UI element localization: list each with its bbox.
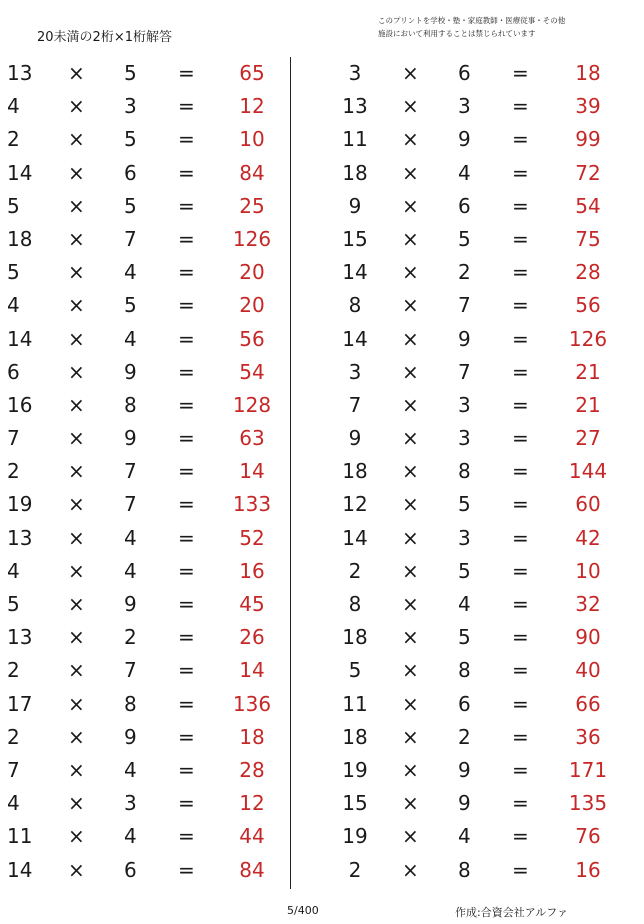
answer: 20 [239,293,265,318]
multiplier: 6 [458,61,471,85]
equals-sign: = [512,61,529,85]
times-sign: × [68,857,85,882]
multiplicand: 13 [7,525,33,550]
multiplier: 4 [124,824,137,849]
equals-sign: = [178,724,195,749]
multiplicand: 16 [7,392,33,417]
equals-sign: = [512,359,529,384]
multiplier: 5 [458,226,471,251]
answer: 16 [575,857,601,882]
multiplicand: 18 [342,459,368,484]
multiplier: 6 [124,857,137,882]
times-sign: × [68,492,85,517]
multiplicand: 3 [348,61,362,85]
multiplier: 9 [124,592,137,616]
times-sign: × [68,459,85,484]
multiplicand: 14 [7,160,33,185]
equals-sign: = [178,293,195,318]
multiplier: 9 [458,757,471,782]
author-credit: 作成:合資会社アルファ [455,906,569,919]
multiplicand: 18 [342,724,368,749]
answer: 14 [239,658,265,683]
multiplicand: 9 [348,193,362,218]
multiplicand: 5 [7,193,20,218]
equals-sign: = [512,326,529,351]
multiplicand: 17 [7,691,33,716]
answer: 12 [239,791,265,816]
times-sign: × [68,791,85,816]
multiplicand: 13 [7,625,33,650]
multiplicand: 8 [348,293,362,318]
multiplier: 4 [124,260,137,285]
times-sign: × [68,127,85,152]
multiplicand: 11 [342,691,368,716]
answer: 84 [239,857,265,882]
equals-sign: = [512,426,529,451]
equals-sign: = [178,691,195,716]
multiplier: 9 [458,127,471,152]
multiplicand: 11 [7,824,33,849]
answer: 21 [575,359,601,384]
equals-sign: = [178,791,195,816]
multiplier: 4 [458,824,471,849]
equals-sign: = [512,392,529,417]
answer: 36 [575,724,601,749]
multiplicand: 4 [7,558,20,583]
answer: 20 [239,260,265,285]
multiplicand: 5 [348,658,362,683]
times-sign: × [402,857,419,882]
times-sign: × [402,824,419,849]
usage-notice [378,14,565,40]
multiplier: 4 [458,160,471,185]
equals-sign: = [178,592,195,616]
multiplier: 5 [124,61,137,85]
multiplier: 8 [458,658,471,683]
multiplier: 2 [458,260,471,285]
equals-sign: = [512,127,529,152]
multiplicand: 5 [7,592,20,616]
multiplier: 5 [124,127,137,152]
multiplier: 3 [458,525,471,550]
multiplicand: 4 [7,293,20,318]
answer: 63 [239,426,265,451]
equals-sign: = [178,226,195,251]
multiplier: 6 [124,160,137,185]
times-sign: × [68,525,85,550]
answer: 126 [568,326,608,351]
multiplier: 7 [124,226,137,251]
answer: 133 [232,492,272,517]
answer: 99 [575,127,601,152]
multiplier: 7 [124,492,137,517]
equals-sign: = [178,326,195,351]
multiplicand: 14 [342,326,368,351]
multiplicand: 3 [348,359,362,384]
answer: 136 [232,691,272,716]
multiplicand: 2 [7,724,20,749]
multiplicand: 5 [7,260,20,285]
usage-notice-line-2: 施設において利用することは禁じられています [378,29,536,38]
equals-sign: = [512,791,529,816]
answer: 84 [239,160,265,185]
equals-sign: = [178,459,195,484]
times-sign: × [68,359,85,384]
multiplier: 8 [124,691,137,716]
equals-sign: = [178,392,195,417]
multiplier: 4 [124,326,137,351]
multiplier: 5 [124,193,137,218]
times-sign: × [402,260,419,285]
equals-sign: = [512,757,529,782]
multiplier: 9 [124,724,137,749]
answer: 60 [575,492,601,517]
times-sign: × [68,94,85,119]
equals-sign: = [178,426,195,451]
multiplier: 4 [124,525,137,550]
multiplier: 6 [458,193,471,218]
equals-sign: = [512,226,529,251]
times-sign: × [68,691,85,716]
page-number: 5/400 [287,904,319,917]
answer: 18 [575,61,601,85]
equals-sign: = [512,558,529,583]
times-sign: × [402,94,419,119]
multiplicand: 15 [342,791,368,816]
answer: 144 [568,459,608,484]
equals-sign: = [512,658,529,683]
times-sign: × [68,392,85,417]
equals-sign: = [512,857,529,882]
multiplicand: 18 [342,160,368,185]
equals-sign: = [512,459,529,484]
multiplier: 9 [458,326,471,351]
equals-sign: = [178,61,195,85]
multiplicand: 11 [342,127,368,152]
times-sign: × [402,392,419,417]
answer: 21 [575,392,601,417]
answer: 26 [239,625,265,650]
answer: 128 [232,392,272,417]
equals-sign: = [178,757,195,782]
equals-sign: = [178,359,195,384]
times-sign: × [402,459,419,484]
multiplier: 3 [124,94,137,119]
times-sign: × [68,260,85,285]
times-sign: × [402,658,419,683]
answer: 25 [239,193,265,218]
times-sign: × [68,724,85,749]
multiplier: 7 [458,359,471,384]
times-sign: × [402,127,419,152]
times-sign: × [68,757,85,782]
multiplier: 7 [124,658,137,683]
answer: 10 [575,558,601,583]
multiplier: 6 [458,691,471,716]
multiplier: 8 [458,459,471,484]
equals-sign: = [512,824,529,849]
equals-sign: = [512,160,529,185]
multiplier: 7 [458,293,471,318]
times-sign: × [402,226,419,251]
multiplier: 5 [458,625,471,650]
times-sign: × [402,492,419,517]
multiplicand: 2 [7,658,20,683]
times-sign: × [68,193,85,218]
equals-sign: = [178,260,195,285]
times-sign: × [68,824,85,849]
answer: 40 [575,658,601,683]
times-sign: × [402,193,419,218]
equals-sign: = [512,193,529,218]
multiplicand: 9 [348,426,362,451]
multiplicand: 8 [348,592,362,616]
equals-sign: = [178,658,195,683]
answer: 12 [239,94,265,119]
answer: 56 [239,326,265,351]
times-sign: × [402,426,419,451]
equals-sign: = [178,558,195,583]
answer: 27 [575,426,601,451]
multiplicand: 14 [342,260,368,285]
answer: 45 [239,592,265,616]
multiplicand: 2 [7,127,20,152]
answer: 171 [568,757,608,782]
answer: 135 [568,791,608,816]
times-sign: × [402,359,419,384]
worksheet-title: 20未満の2桁×1桁解答 [37,30,172,45]
multiplier: 3 [124,791,137,816]
equals-sign: = [178,127,195,152]
times-sign: × [68,326,85,351]
multiplier: 9 [124,426,137,451]
multiplier: 4 [124,757,137,782]
multiplicand: 19 [342,757,368,782]
multiplicand: 19 [7,492,33,517]
multiplicand: 4 [7,94,20,119]
answer: 10 [239,127,265,152]
equals-sign: = [178,94,195,119]
multiplier: 9 [458,791,471,816]
times-sign: × [402,326,419,351]
multiplicand: 6 [7,359,20,384]
times-sign: × [68,293,85,318]
multiplicand: 7 [7,757,20,782]
answer: 76 [575,824,601,849]
times-sign: × [402,724,419,749]
equals-sign: = [178,824,195,849]
equals-sign: = [178,525,195,550]
equals-sign: = [512,94,529,119]
multiplier: 5 [458,492,471,517]
multiplicand: 15 [342,226,368,251]
answer: 75 [575,226,601,251]
multiplier: 4 [458,592,471,616]
times-sign: × [402,61,419,85]
equals-sign: = [178,193,195,218]
answer: 42 [575,525,601,550]
times-sign: × [68,558,85,583]
multiplicand: 14 [7,326,33,351]
answer: 14 [239,459,265,484]
multiplicand: 4 [7,791,20,816]
multiplier: 4 [124,558,137,583]
answer: 18 [239,724,265,749]
multiplicand: 13 [7,61,33,85]
answer: 72 [575,160,601,185]
times-sign: × [68,658,85,683]
times-sign: × [68,160,85,185]
usage-notice-line-1: このプリントを学校・塾・家庭教師・医療従事・その他 [378,16,566,25]
times-sign: × [402,592,419,616]
times-sign: × [68,61,85,85]
equals-sign: = [512,625,529,650]
times-sign: × [402,293,419,318]
multiplicand: 7 [348,392,362,417]
answer: 28 [575,260,601,285]
multiplicand: 14 [7,857,33,882]
answer: 44 [239,824,265,849]
answer: 66 [575,691,601,716]
equals-sign: = [512,525,529,550]
answer: 32 [575,592,601,616]
multiplier: 5 [124,293,137,318]
multiplier: 7 [124,459,137,484]
answer: 126 [232,226,272,251]
times-sign: × [402,691,419,716]
answer: 54 [239,359,265,384]
times-sign: × [68,592,85,616]
equals-sign: = [178,857,195,882]
times-sign: × [68,226,85,251]
multiplicand: 2 [7,459,20,484]
times-sign: × [402,791,419,816]
multiplier: 3 [458,426,471,451]
multiplier: 8 [124,392,137,417]
multiplier: 2 [458,724,471,749]
times-sign: × [68,625,85,650]
equals-sign: = [512,691,529,716]
equals-sign: = [512,592,529,616]
answer: 54 [575,193,601,218]
multiplicand: 12 [342,492,368,517]
multiplicand: 18 [7,226,33,251]
answer: 56 [575,293,601,318]
equals-sign: = [512,293,529,318]
answer: 52 [239,525,265,550]
times-sign: × [402,625,419,650]
equals-sign: = [512,492,529,517]
answer: 90 [575,625,601,650]
times-sign: × [402,757,419,782]
equals-sign: = [178,492,195,517]
multiplier: 5 [458,558,471,583]
multiplicand: 2 [348,558,362,583]
answer: 16 [239,558,265,583]
equals-sign: = [512,260,529,285]
multiplier: 8 [458,857,471,882]
equals-sign: = [178,625,195,650]
times-sign: × [402,558,419,583]
answer: 65 [239,61,265,85]
times-sign: × [68,426,85,451]
answer: 28 [239,757,265,782]
multiplier: 3 [458,392,471,417]
equals-sign: = [512,724,529,749]
equals-sign: = [178,160,195,185]
answer: 39 [575,94,601,119]
multiplicand: 14 [342,525,368,550]
multiplier: 2 [124,625,137,650]
multiplicand: 7 [7,426,20,451]
column-divider [290,57,291,889]
multiplicand: 18 [342,625,368,650]
times-sign: × [402,525,419,550]
times-sign: × [402,160,419,185]
multiplier: 9 [124,359,137,384]
multiplicand: 19 [342,824,368,849]
multiplicand: 13 [342,94,368,119]
multiplier: 3 [458,94,471,119]
multiplicand: 2 [348,857,362,882]
